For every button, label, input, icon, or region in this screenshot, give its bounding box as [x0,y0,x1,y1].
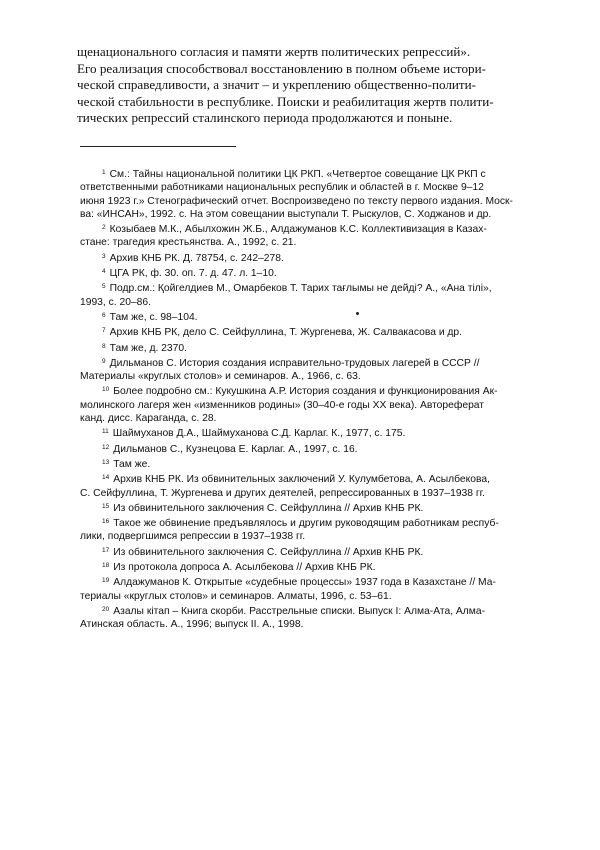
footnote-text: Из обвинительного заключения С. Сейфуллина // Архив КНБ РК. [113,502,424,514]
footnote [80,340,532,355]
body-line: щенационального согласия и памяти жертв политических репрессий». [77,44,471,59]
footnote-text: ва: «ИНСАН», 1992. с. На этом совещании выступали Т. Рыскулов, С. Ходжанов и др. [80,208,492,220]
footnote-text: канд. дисс. Караганда, с. 28. [80,413,217,425]
footnote [80,250,532,265]
footnote-text: стане: трагедия крестьянства. А., 1992, с. 21. [80,237,297,249]
footnote [80,355,532,384]
footnote-text: лики, подвергшимся репрессии в 1937–1938 гг. [80,531,306,543]
footnote-number: 12 [102,443,110,451]
footnote-text: С. Сейфуллина, Т. Жургенева и других деятелей, репрессированных в 1937–1938 гг. [80,487,485,499]
footnote-number: 3 [102,252,106,260]
footnote-number: 6 [102,311,106,319]
footnote-text: Алдажуманов К. Открытые «судебные процессы» 1937 года в Казахстане // Ма- [113,577,496,589]
footnote-number: 8 [102,342,106,350]
footnote [80,383,532,425]
footnote-text: Архив КНБ РК, дело С. Сейфуллина, Т. Жургенева, Ж. Салвакасова и др. [109,327,463,339]
footnote-number: 7 [102,327,106,335]
footnote [80,221,532,250]
footnote [80,574,532,603]
footnote-text: Материалы «круглых столов» и семинаров. А., 1966, с. 63. [80,371,361,383]
footnote [80,456,532,471]
footnote-number: 4 [102,268,106,276]
footnote-text: Такое же обвинение предъявлялось и другим руководящим работникам респуб- [113,518,499,530]
footnote [80,603,532,632]
stray-dot [356,312,359,315]
footnote-text: Архив КНБ РК. Д. 78754, с. 242–278. [109,252,284,264]
footnote-text: Из протокола допроса А. Асылбекова // Архив КНБ РК. [113,562,376,574]
body-line: ческой справедливости, а значит – и укреплению общественно-полити- [77,77,476,93]
footnote-separator [80,146,236,147]
footnote-number: 18 [102,562,110,570]
footnote-text: молинского лагеря жен «изменников родины» (30–40-е годы ХХ века). Автореферат [80,399,485,411]
footnote [80,544,532,559]
footnote [80,441,532,456]
footnote [80,425,532,440]
footnote-text: Дильманов С. История создания исправительно-трудовых лагерей в СССР // [109,357,480,369]
footnote-text: См.: Тайны национальной политики ЦК РКП. «Четвертое совещание ЦК РКП с [109,169,486,180]
footnote-number: 13 [102,458,110,466]
footnote-text: Там же, д. 2370. [109,342,187,354]
footnote-text: Азалы кітап – Книга скорби. Расстрельные списки. Выпуск I: Алма-Ата, Алма- [113,605,486,617]
body-line: Его реализация способствовал восстановлению в полном объеме истори- [77,60,486,76]
footnote-number: 10 [102,386,110,394]
footnote-number: 17 [102,546,110,554]
footnote-text: Дильманов С., Кузнецова Е. Карлаг. А., 1997, с. 16. [113,443,358,455]
footnote-number: 9 [102,357,106,365]
footnote [80,265,532,280]
footnote-text: июня 1923 г.» Стенографический отчет. Воспроизведено по тексту первого издания. Моск- [80,195,513,207]
footnotes-list [80,166,532,632]
footnote-number: 2 [102,224,106,232]
footnote-text: ответственными работниками национальных республик и областей в г. Москве 9–12 [80,182,484,194]
footnote-text: териалы «круглых столов» и семинаров. Алматы, 1996, с. 53–61. [80,590,392,602]
footnote [80,324,532,339]
footnote-text: Шаймуханов Д.А., Шаймуханова С.Д. Карлаг. К., 1977, с. 175. [112,428,406,440]
footnote-number: 19 [102,577,110,585]
footnote-text: Там же. [113,458,151,470]
footnote-number: 20 [102,605,110,613]
footnote-text: Там же, с. 98–104. [109,311,198,323]
footnote-text: Архив КНБ РК. Из обвинительных заключений У. Кулумбетова, А. Асылбекова, [113,474,490,486]
footnote [80,471,532,500]
footnote [80,559,532,574]
footnote-text: ЦГА РК, ф. 30. оп. 7. д. 47. л. 1–10. [109,268,277,280]
body-line: ческой стабильности в республике. Поиски и реабилитация жертв полити- [77,93,494,109]
footnote-text: Из обвинительного заключения С. Сейфуллина // Архив КНБ РК. [113,546,424,558]
footnote-number: 15 [102,502,110,510]
footnote-text: Более подробно см.: Кукушкина А.Р. История создания и функционирования Ак- [113,386,498,398]
footnote-text: Атинская область. А., 1996; выпуск II. А., 1998. [80,619,304,631]
footnote-text: Козыбаев М.К., Абылхожин Ж.Б., Алдажуманов К.С. Коллективизация в Казах- [109,224,487,236]
footnote [80,515,532,544]
footnote [80,309,532,324]
footnote [80,166,532,221]
footnote-number: 16 [102,518,110,526]
footnote-number: 11 [102,428,109,436]
footnote [80,500,532,515]
footnote-number: 14 [102,474,110,482]
footnote-number: 1 [102,169,106,176]
footnote [80,280,532,309]
footnote-text: 1993, с. 20–86. [80,296,151,308]
body-paragraph [77,44,529,127]
footnote-text: Подр.см.: Қойгелдиев М., Омарбеков Т. Тарих тағлымы не дейді? А., «Ана тілі», [109,283,492,295]
body-line: тических репрессий сталинского периода продолжаются и поныне. [77,110,453,126]
footnote-number: 5 [102,283,106,291]
